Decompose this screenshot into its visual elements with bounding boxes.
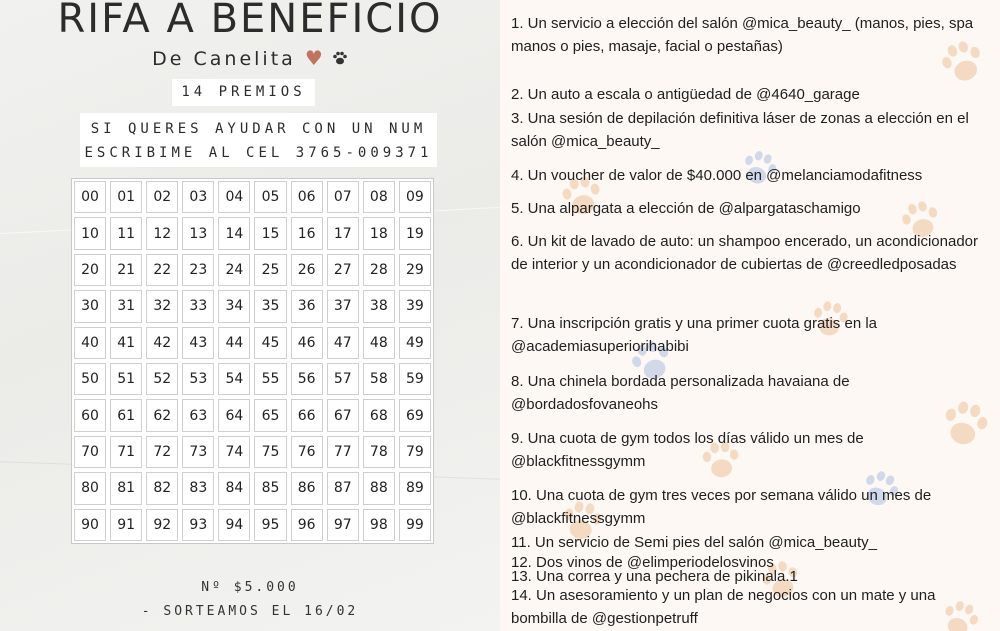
raffle-number-cell: 20 [74,254,106,286]
raffle-number-cell: 53 [182,363,214,395]
heart-icon: ♥ [304,46,323,70]
raffle-number-cell: 05 [254,181,286,213]
raffle-number-cell: 39 [399,290,431,322]
raffle-number-cell: 84 [218,472,250,504]
prizes-count-label: 14 PREMIOS [172,79,315,106]
raffle-number-cell: 36 [291,290,323,322]
raffle-number-cell: 90 [74,509,106,541]
help-line-1: SI QUERES AYUDAR CON UN NUM [90,121,427,137]
raffle-number-cell: 45 [254,327,286,359]
raffle-number-cell: 52 [146,363,178,395]
raffle-number-cell: 67 [327,399,359,431]
raffle-number-cell: 31 [110,290,142,322]
raffle-number-cell: 62 [146,399,178,431]
prize-item: 6. Un kit de lavado de auto: un shampoo encerado, un acondicionador de interior y un acondicionador de cubiertas de @creedledposadas [511,233,978,273]
raffle-number-cell: 89 [399,472,431,504]
raffle-number-cell: 55 [254,363,286,395]
prize-item: 7. Una inscripción gratis y una primer cuota gratis en la @academiasuperiorihabibi [511,315,878,355]
raffle-number-cell: 78 [363,436,395,468]
raffle-number-cell: 04 [218,181,250,213]
raffle-number-cell: 30 [74,290,106,322]
raffle-number-cell: 80 [74,472,106,504]
prize-item: 12. Dos vinos de @elimperiodelosvinos [511,554,774,571]
raffle-number-cell: 86 [291,472,323,504]
raffle-number-cell: 43 [182,327,214,359]
raffle-number-cell: 19 [399,217,431,249]
prize-item: 3. Una sesión de depilación definitiva láser de zonas a elección en el salón @mica_beauty_ [511,110,969,150]
poster-subtitle [0,46,500,70]
raffle-number-cell: 42 [146,327,178,359]
raffle-number-cell: 79 [399,436,431,468]
prize-item: 8. Una chinela bordada personalizada havaiana de @bordadosfovaneohs [511,373,850,413]
raffle-number-cell: 59 [399,363,431,395]
raffle-number-cell: 87 [327,472,359,504]
raffle-number-cell: 21 [110,254,142,286]
prize-item: 4. Un voucher de valor de $40.000 en @melanciamodafitness [511,167,923,184]
raffle-number-cell: 49 [399,327,431,359]
raffle-number-cell: 61 [110,399,142,431]
raffle-number-cell: 88 [363,472,395,504]
raffle-number-cell: 73 [182,436,214,468]
raffle-number-cell: 22 [146,254,178,286]
raffle-number-cell: 65 [254,399,286,431]
raffle-number-cell: 12 [146,217,178,249]
raffle-number-cell: 77 [327,436,359,468]
raffle-number-cell: 97 [327,509,359,541]
raffle-number-cell: 46 [291,327,323,359]
help-line-2: ESCRIBIME AL CEL 3765-009371 [84,145,433,161]
raffle-number-cell: 48 [363,327,395,359]
raffle-number-cell: 14 [218,217,250,249]
raffle-number-cell: 25 [254,254,286,286]
raffle-number-cell: 10 [74,217,106,249]
raffle-number-cell: 72 [146,436,178,468]
raffle-number-cell: 54 [218,363,250,395]
raffle-number-cell: 93 [182,509,214,541]
raffle-number-cell: 07 [327,181,359,213]
raffle-number-cell: 08 [363,181,395,213]
raffle-number-cell: 81 [110,472,142,504]
prize-list [500,0,1000,631]
raffle-number-cell: 27 [327,254,359,286]
raffle-number-cell: 83 [182,472,214,504]
paw-print-icon [332,50,348,69]
raffle-number-cell: 24 [218,254,250,286]
raffle-number-cell: 33 [182,290,214,322]
raffle-number-cell: 57 [327,363,359,395]
help-contact-box [80,113,437,167]
raffle-number-cell: 17 [327,217,359,249]
prize-item: 9. Una cuota de gym todos los días válido un mes de @blackfitnessgymm [511,430,864,470]
raffle-number-cell: 63 [182,399,214,431]
prize-item: 14. Un asesoramiento y un plan de negocios con un mate y una bombilla de @gestionpetruff [511,587,936,627]
number-grid [71,178,434,544]
raffle-number-cell: 76 [291,436,323,468]
raffle-number-cell: 47 [327,327,359,359]
raffle-number-cell: 13 [182,217,214,249]
raffle-number-cell: 85 [254,472,286,504]
raffle-number-cell: 44 [218,327,250,359]
raffle-number-cell: 91 [110,509,142,541]
raffle-number-cell: 71 [110,436,142,468]
prize-item: 13. Una correa y una pechera de pikinala.1 [511,568,798,585]
prize-list-panel [500,0,1000,631]
prize-item: 5. Una alpargata a elección de @alpargataschamigo [511,200,861,217]
raffle-number-cell: 50 [74,363,106,395]
raffle-number-cell: 66 [291,399,323,431]
raffle-number-cell: 92 [146,509,178,541]
raffle-number-cell: 68 [363,399,395,431]
raffle-number-cell: 94 [218,509,250,541]
raffle-number-cell: 56 [291,363,323,395]
raffle-number-cell: 99 [399,509,431,541]
raffle-number-cell: 16 [291,217,323,249]
raffle-number-cell: 40 [74,327,106,359]
raffle-number-cell: 03 [182,181,214,213]
subtitle-text: De Canelita [152,48,296,70]
raffle-number-cell: 11 [110,217,142,249]
prize-item: 1. Un servicio a elección del salón @mica_beauty_ (manos, pies, spa manos o pies, masaje, facial o pestañas) [511,15,974,55]
raffle-number-cell: 70 [74,436,106,468]
raffle-number-cell: 64 [218,399,250,431]
prize-item: 11. Un servicio de Semi pies del salón @mica_beauty_ [511,534,877,551]
draw-date: - SORTEAMOS EL 16/02 [141,604,359,619]
raffle-number-cell: 09 [399,181,431,213]
raffle-number-cell: 18 [363,217,395,249]
prize-item: 2. Un auto a escala o antigüedad de @4640_garage [511,86,860,103]
raffle-number-cell: 60 [74,399,106,431]
raffle-number-cell: 06 [291,181,323,213]
raffle-number-cell: 35 [254,290,286,322]
prize-item: 10. Una cuota de gym tres veces por semana válido un mes de @blackfitnessgymm [511,487,932,527]
raffle-number-cell: 02 [146,181,178,213]
raffle-number-cell: 96 [291,509,323,541]
raffle-number-cell: 38 [363,290,395,322]
raffle-number-cell: 01 [110,181,142,213]
raffle-number-cell: 41 [110,327,142,359]
raffle-number-cell: 37 [327,290,359,322]
raffle-number-cell: 82 [146,472,178,504]
ticket-price: Nº $5.000 [201,580,299,595]
raffle-number-cell: 28 [363,254,395,286]
raffle-number-cell: 00 [74,181,106,213]
raffle-number-cell: 98 [363,509,395,541]
raffle-number-cell: 74 [218,436,250,468]
poster-title: RIFA A BENEFICIO [57,0,443,42]
raffle-number-cell: 58 [363,363,395,395]
raffle-number-cell: 95 [254,509,286,541]
raffle-number-cell: 23 [182,254,214,286]
raffle-number-cell: 29 [399,254,431,286]
raffle-number-cell: 15 [254,217,286,249]
raffle-number-cell: 34 [218,290,250,322]
raffle-number-cell: 75 [254,436,286,468]
raffle-number-cell: 51 [110,363,142,395]
raffle-number-cell: 69 [399,399,431,431]
raffle-number-cell: 32 [146,290,178,322]
raffle-number-cell: 26 [291,254,323,286]
